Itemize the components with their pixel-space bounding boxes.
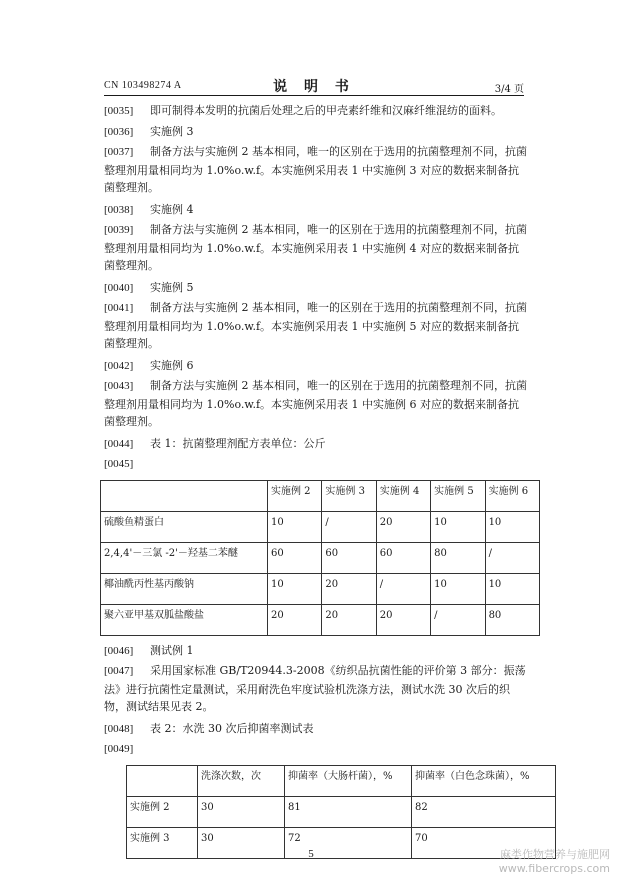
table-cell: 81	[285, 796, 412, 827]
paragraph-number: [0048]	[104, 722, 134, 735]
paragraph-0041	[104, 299, 529, 353]
table-cell: 20	[376, 604, 430, 635]
paragraph-number: [0043]	[104, 380, 134, 392]
table-header-cell: 实施例 2	[268, 480, 322, 511]
table-cell: 20	[322, 573, 376, 604]
paragraph-text: 制备方法与实施例 2 基本相同，唯一的区别在于选用的抗菌整理剂不同，抗菌整理剂用量相同均为 1.0%o.w.f。本实施例采用表 1 中实施例 3 对应的数据来制备抗菌整理剂。	[104, 145, 527, 194]
watermark-line-2: www.fibercrops.com	[498, 862, 610, 875]
paragraph-0048	[104, 720, 529, 739]
table-cell: 10	[431, 573, 485, 604]
page-header	[104, 76, 524, 94]
doc-title: 说 明 书	[273, 79, 355, 95]
table-cell: 实施例 2	[127, 796, 198, 827]
paragraph-0042	[104, 357, 529, 376]
table-row	[127, 796, 556, 827]
table-cell: 硫酸鱼精蛋白	[101, 511, 268, 542]
table-caption: 表 2：水洗 30 次后抑菌率测试表	[150, 721, 314, 735]
paragraph-0037	[104, 143, 529, 197]
paragraph-number: [0049]	[104, 743, 134, 755]
table-cell: 72	[285, 827, 412, 858]
watermark-line-1: 麻类作物营养与施肥网	[500, 848, 610, 861]
paragraph-0044	[104, 435, 529, 454]
paragraph-number: [0046]	[104, 644, 134, 657]
table-header-cell: 抑菌率（白色念珠菌），%	[412, 765, 556, 796]
table-cell: 20	[322, 604, 376, 635]
paragraph-text: 即可制得本发明的抗菌后处理之后的甲壳素纤维和汉麻纤维混纺的面料。	[150, 104, 502, 117]
table-header-row	[127, 765, 556, 796]
table-cell: 80	[431, 542, 485, 573]
paragraph-text: 实施例 6	[150, 358, 194, 372]
paragraph-0040	[104, 279, 529, 298]
table-cell: 聚六亚甲基双胍盐酸盐	[101, 604, 268, 635]
paragraph-0043	[104, 377, 529, 431]
paragraph-number: [0047]	[104, 665, 134, 677]
table-header-row	[101, 480, 540, 511]
paragraph-text: 制备方法与实施例 2 基本相同，唯一的区别在于选用的抗菌整理剂不同，抗菌整理剂用量相同均为 1.0%o.w.f。本实施例采用表 1 中实施例 6 对应的数据来制备抗菌整理剂。	[104, 379, 527, 428]
table-header-cell: 实施例 6	[485, 480, 539, 511]
table-row	[101, 542, 540, 573]
table-cell: 10	[268, 511, 322, 542]
table-caption: 表 1：抗菌整理剂配方表单位：公斤	[150, 436, 326, 450]
table-cell: 60	[268, 542, 322, 573]
table-header-cell	[127, 765, 198, 796]
paragraph-0036	[104, 123, 529, 142]
table-header-cell: 抑菌率（大肠杆菌），%	[285, 765, 412, 796]
paragraph-number: [0039]	[104, 224, 134, 236]
antibacterial-rate-table	[126, 765, 556, 859]
paragraph-0038	[104, 201, 529, 220]
paragraph-0039	[104, 221, 529, 275]
paragraph-text: 测试例 1	[150, 643, 194, 657]
table-cell: 20	[268, 604, 322, 635]
table-header-cell: 洗涤次数，次	[198, 765, 285, 796]
table-cell: 60	[322, 542, 376, 573]
watermark	[499, 848, 610, 876]
paragraph-number: [0041]	[104, 302, 134, 314]
table-cell: 82	[412, 796, 556, 827]
paragraph-text: 制备方法与实施例 2 基本相同，唯一的区别在于选用的抗菌整理剂不同，抗菌整理剂用量相同均为 1.0%o.w.f。本实施例采用表 1 中实施例 4 对应的数据来制备抗菌整理剂。	[104, 223, 527, 272]
table-cell: 椰油酰丙性基丙酸钠	[101, 573, 268, 604]
paragraph-0045	[104, 455, 529, 474]
paragraph-number: [0035]	[104, 105, 134, 117]
table-cell: 70	[412, 827, 556, 858]
table-cell: /	[431, 604, 485, 635]
paragraph-number: [0037]	[104, 146, 134, 158]
table-cell: 2,4,4'－三氯 -2'－羟基二苯醚	[101, 542, 268, 573]
page-number: 5	[308, 848, 314, 860]
paragraph-text: 制备方法与实施例 2 基本相同，唯一的区别在于选用的抗菌整理剂不同，抗菌整理剂用量相同均为 1.0%o.w.f。本实施例采用表 1 中实施例 5 对应的数据来制备抗菌整理剂。	[104, 301, 527, 350]
table-cell: 60	[376, 542, 430, 573]
table-header-cell: 实施例 5	[431, 480, 485, 511]
paragraph-0035	[104, 102, 529, 121]
table-cell: /	[376, 573, 430, 604]
paragraph-text: 实施例 4	[150, 202, 194, 216]
table-row	[101, 604, 540, 635]
table-row	[101, 511, 540, 542]
paragraph-text: 采用国家标准 GB/T20944.3-2008《纺织品抗菌性能的评价第 3 部分：振荡法》进行抗菌性定量测试，采用耐洗色牢度试验机洗涤方法，测试水洗 30 次后的织物，测试结果见表 2。	[104, 664, 526, 713]
paragraph-0046	[104, 642, 529, 661]
paragraph-number: [0044]	[104, 437, 134, 450]
table-cell: 80	[485, 604, 539, 635]
paragraph-0049	[104, 740, 529, 759]
table-cell: 10	[485, 573, 539, 604]
table-cell: 30	[198, 796, 285, 827]
table-cell: 10	[485, 511, 539, 542]
paragraph-0047	[104, 662, 529, 716]
table-cell: /	[322, 511, 376, 542]
paragraph-number: [0036]	[104, 125, 134, 138]
page-info: 3/4 页	[494, 84, 524, 95]
table-cell: 30	[198, 827, 285, 858]
paragraph-number: [0045]	[104, 458, 134, 470]
paragraph-number: [0040]	[104, 281, 134, 294]
table-cell: 10	[268, 573, 322, 604]
doc-number: CN 103498274 A	[104, 80, 182, 91]
table-header-cell	[101, 480, 268, 511]
table-cell: 20	[376, 511, 430, 542]
table-cell: /	[485, 542, 539, 573]
table-header-cell: 实施例 4	[376, 480, 430, 511]
table-cell: 实施例 3	[127, 827, 198, 858]
document-body	[104, 102, 529, 859]
paragraph-number: [0038]	[104, 203, 134, 216]
paragraph-text: 实施例 5	[150, 280, 194, 294]
formula-table	[100, 480, 540, 636]
table-cell: 10	[431, 511, 485, 542]
paragraph-text: 实施例 3	[150, 124, 194, 138]
table-row	[101, 573, 540, 604]
paragraph-number: [0042]	[104, 359, 134, 372]
table-header-cell: 实施例 3	[322, 480, 376, 511]
header-rule	[104, 95, 524, 96]
